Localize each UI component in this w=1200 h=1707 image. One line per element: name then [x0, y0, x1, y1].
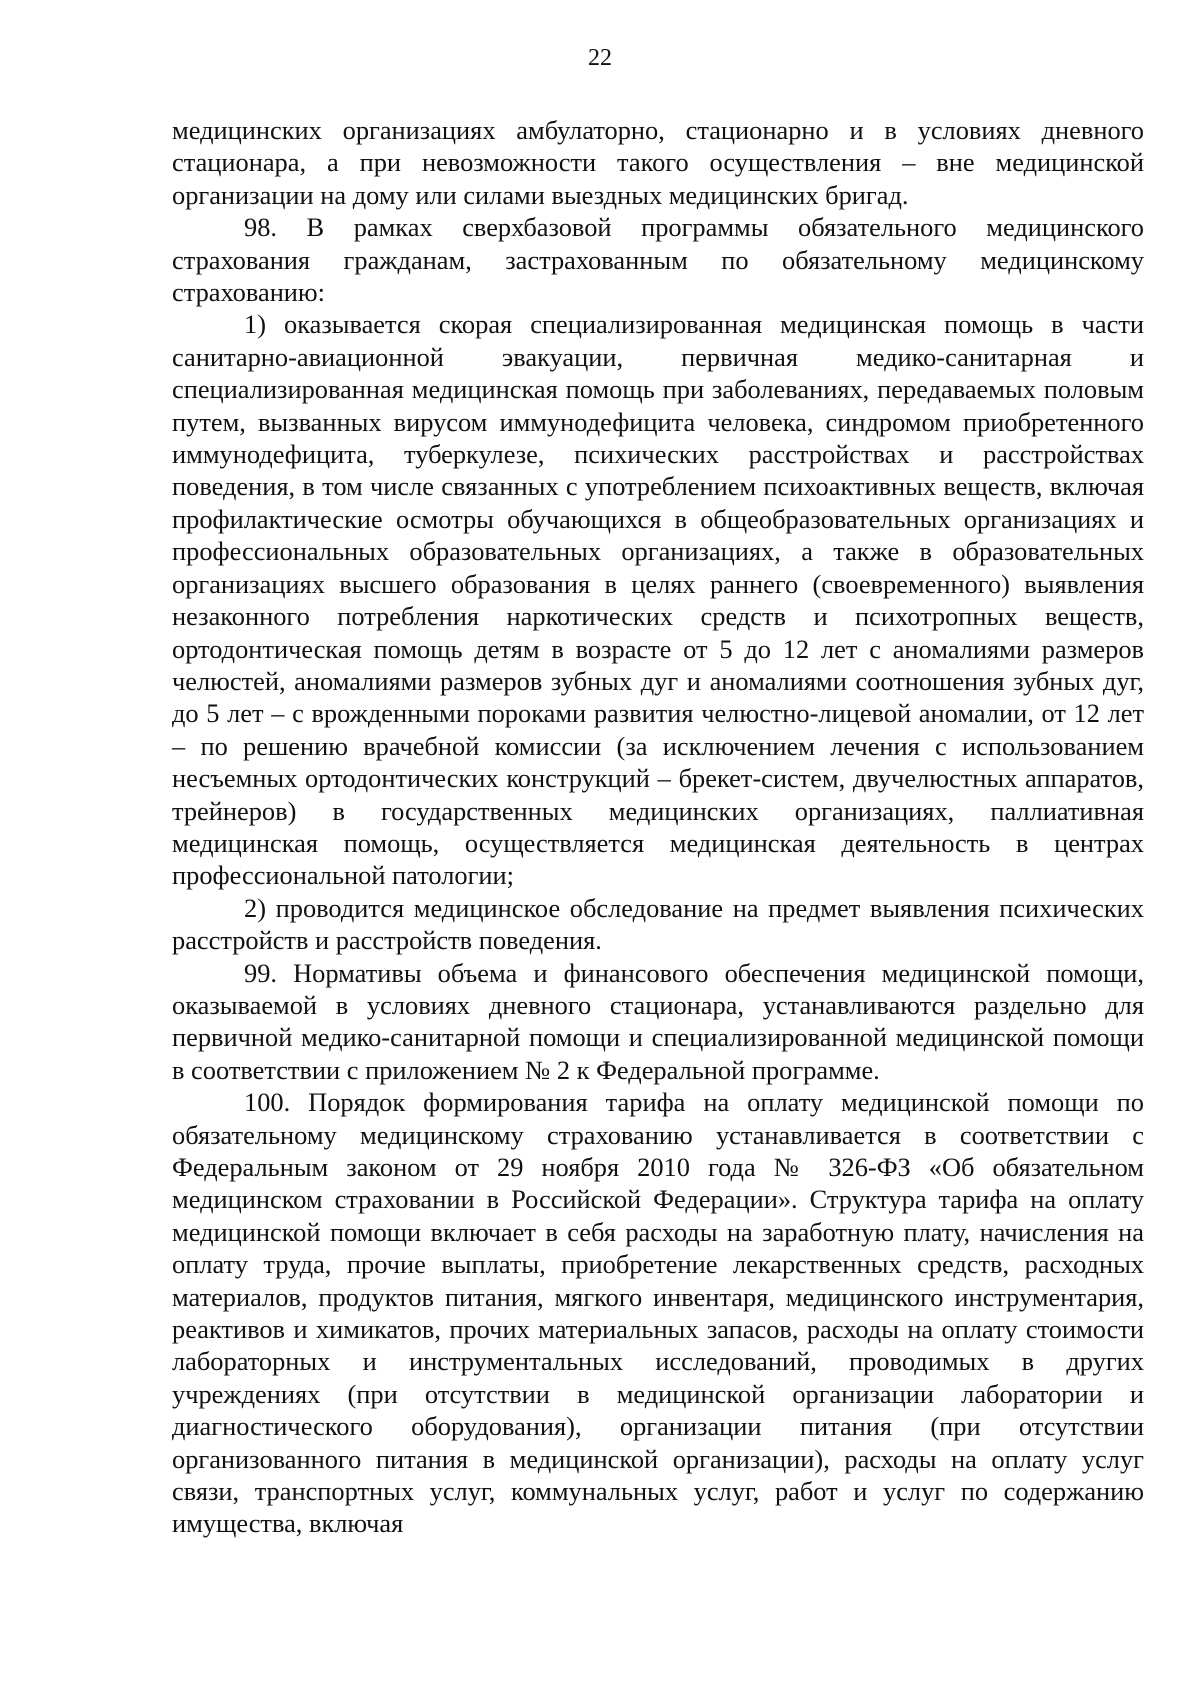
paragraph-continuation: медицинских организациях амбулаторно, стационарно и в условиях дневного стационара, а при невозможности такого осуществления – вне медицинской организации на дому или силами выездных медицинских бригад. — [172, 115, 1144, 210]
paragraph-98-item-2: 2) проводится медицинское обследование на предмет выявления психических расстройств и расстройств поведения. — [172, 892, 1144, 956]
paragraph-100: 100. Порядок формирования тарифа на оплату медицинской помощи по обязательному медицинскому страхованию устанавливается в соответствии с Федеральным законом от 29 ноября 2010 года № 326-ФЗ «Об обязательном медицинском страховании в Российской Федерации». Структура тарифа на оплату медицинской помощи включает в себя расходы на заработную плату, начисления на оплату труда, прочие выплаты, приобретение лекарственных средств, расходных материалов, продуктов питания, мягкого инвентаря, медицинского инструментария, реактивов и химикатов, прочих материальных запасов, расходы на оплату стоимости лабораторных и инструментальных исследований, проводимых в других учреждениях (при отсутствии в медицинской организации лаборатории и диагностического оборудования), организации питания (при отсутствии организованного питания в медицинской организации), расходы на оплату услуг связи, транспортных услуг, коммунальных услуг, работ и услуг по содержанию имущества, включая — [172, 1087, 1144, 1539]
paragraph-98-item-1: 1) оказывается скорая специализированная медицинская помощь в части санитарно-авиационной эвакуации, первичная медико-санитарная и специализированная медицинская помощь при заболеваниях, передаваемых половым путем, вызванных вирусом иммунодефицита человека, синдромом приобретенного иммунодефицита, туберкулезе, психических расстройствах и расстройствах поведения, в том числе связанных с употреблением психоактивных веществ, включая профилактические осмотры обучающихся в общеобразовательных организациях и профессиональных образовательных организациях, а также в образовательных организациях высшего образования в целях раннего (своевременного) выявления незаконного потребления наркотических средств и психотропных веществ, ортодонтическая помощь детям в возрасте от 5 до 12 лет с аномалиями размеров челюстей, аномалиями размеров зубных дуг и аномалиями соотношения зубных дуг, до 5 лет – с врожденными пороками развития челюстно-лицевой аномалии, от 12 лет – по решению врачебной комиссии (за исключением лечения с использованием несъемных ортодонтических конструкций – брекет-систем, двучелюстных аппаратов, трейнеров) в государственных медицинских организациях, паллиативная медицинская помощь, осуществляется медицинская деятельность в центрах профессиональной патологии; — [172, 309, 1144, 891]
paragraph-99: 99. Нормативы объема и финансового обеспечения медицинской помощи, оказываемой в условиях дневного стационара, устанавливаются раздельно для первичной медико-санитарной помощи и специализированной медицинской помощи в соответствии с приложением № 2 к Федеральной программе. — [172, 957, 1144, 1085]
paragraph-98: 98. В рамках сверхбазовой программы обязательного медицинского страхования гражданам, застрахованным по обязательному медицинскому страхованию: — [172, 212, 1144, 308]
body-text — [172, 114, 1144, 1540]
page-number: 22 — [588, 45, 612, 71]
